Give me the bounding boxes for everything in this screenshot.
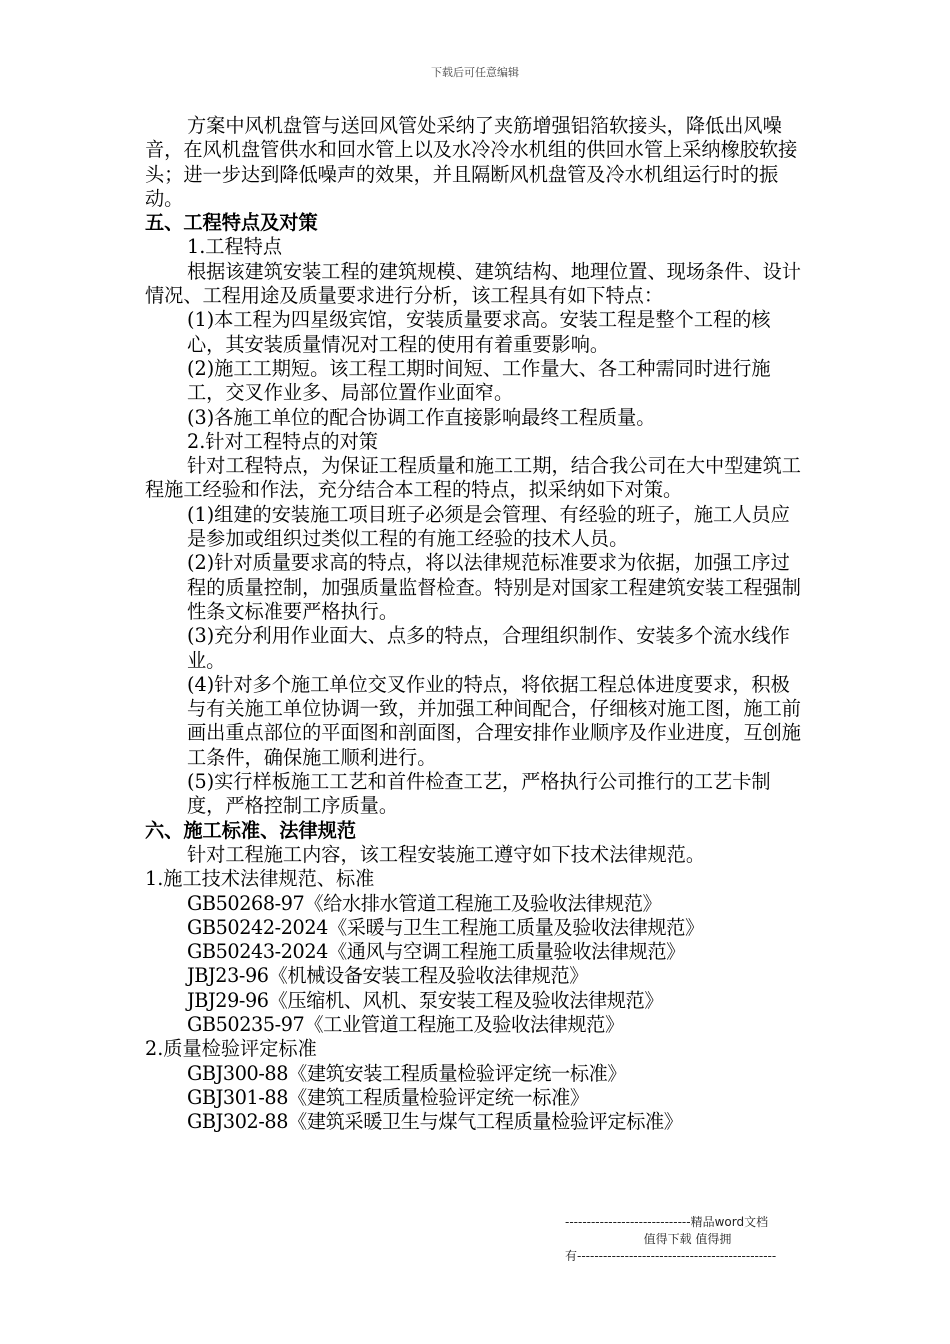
footer-line-1: -----------------------------精品word文档 bbox=[565, 1215, 769, 1229]
standard-item: GB50268-97《给水排水管道工程施工及验收法律规范》 bbox=[187, 891, 662, 915]
subheading-quality-standards: 2.质量检验评定标准 bbox=[145, 1037, 317, 1061]
list-item-measure-4: (4)针对多个施工单位交叉作业的特点，将依据工程总体进度要求，积极与有关施工单位协调一致，并加强工种间配合，仔细核对施工图，施工前画出重点部位的平面图和剖面图，合理安排作业顺序及作业进度，互创施工条件，确保施工顺利进行。 bbox=[187, 672, 801, 769]
section-heading-5: 五、工程特点及对策 bbox=[145, 211, 318, 235]
quality-standard-item: GBJ301-88《建筑工程质量检验评定统一标准》 bbox=[187, 1085, 589, 1109]
standard-item: JBJ23-96《机械设备安装工程及验收法律规范》 bbox=[187, 964, 588, 988]
document-body bbox=[145, 114, 807, 1134]
list-item-feature-3: (3)各施工单位的配合协调工作直接影响最终工程质量。 bbox=[187, 405, 656, 429]
list-item-measure-5: (5)实行样板施工工艺和首件检查工艺，严格执行公司推行的工艺卡制度，严格控制工序质量。 bbox=[187, 770, 771, 818]
page-footer bbox=[565, 1214, 810, 1265]
standard-item: JBJ29-96《压缩机、风机、泵安装工程及验收法律规范》 bbox=[187, 988, 664, 1012]
paragraph-standards-intro: 针对工程施工内容，该工程安装施工遵守如下技术法律规范。 bbox=[187, 842, 706, 866]
footer-line-3: 有---------------------------------------------- bbox=[565, 1249, 777, 1263]
paragraph-analysis: 根据该建筑安装工程的建筑规模、建筑结构、地理位置、现场条件、设计情况、工程用途及质量要求进行分析，该工程具有如下特点： bbox=[145, 259, 801, 308]
quality-standard-item: GBJ300-88《建筑安装工程质量检验评定统一标准》 bbox=[187, 1061, 627, 1085]
quality-standard-item: GBJ302-88《建筑采暖卫生与煤气工程质量检验评定标准》 bbox=[187, 1110, 683, 1134]
list-item-measure-1: (1)组建的安装施工项目班子必须是会管理、有经验的班子，施工人员应是参加或组织过类似工程的有施工经验的技术人员。 bbox=[187, 502, 790, 551]
standard-item: GB50235-97《工业管道工程施工及验收法律规范》 bbox=[187, 1012, 624, 1036]
list-item-measure-3: (3)充分利用作业面大、点多的特点，合理组织制作、安装多个流水线作业。 bbox=[187, 624, 790, 672]
standard-item: GB50242-2024《采暖与卫生工程施工质量及验收法律规范》 bbox=[187, 915, 704, 939]
subheading-technical-standards: 1.施工技术法律规范、标准 bbox=[145, 867, 375, 891]
paragraph-noise-reduction: 方案中风机盘管与送回风管处采纳了夹筋增强铝箔软接头，降低出风噪音，在风机盘管供水和回水管上以及水冷冷水机组的供回水管上采纳橡胶软接头；进一步达到降低噪声的效果，并且隔断风机盘管及冷水机组运行时的振动。 bbox=[145, 114, 798, 210]
subheading-project-features: 1.工程特点 bbox=[187, 235, 283, 259]
footer-line-2: 值得下载 值得拥 bbox=[643, 1232, 732, 1246]
page-header: 下载后可任意编辑 bbox=[431, 66, 519, 79]
standard-item: GB50243-2024《通风与空调工程施工质量验收法律规范》 bbox=[187, 940, 685, 964]
list-item-measure-2: (2)针对质量要求高的特点，将以法律规范标准要求为依据，加强工序过程的质量控制，加强质量监督检查。特别是对国家工程建筑安装工程强制性条文标准要严格执行。 bbox=[187, 551, 801, 623]
section-heading-6: 六、施工标准、法律规范 bbox=[145, 818, 357, 842]
list-item-feature-1: (1)本工程为四星级宾馆，安装质量要求高。安装工程是整个工程的核心，其安装质量情况对工程的使用有着重要影响。 bbox=[187, 308, 771, 356]
list-item-feature-2: (2)施工工期短。该工程工期时间短、工作量大、各工种需同时进行施工，交叉作业多、局部位置作业面窄。 bbox=[187, 356, 771, 405]
subheading-countermeasures: 2.针对工程特点的对策 bbox=[187, 429, 378, 453]
paragraph-countermeasures-intro: 针对工程特点，为保证工程质量和施工工期，结合我公司在大中型建筑工程施工经验和作法，充分结合本工程的特点，拟采纳如下对策。 bbox=[145, 454, 801, 502]
